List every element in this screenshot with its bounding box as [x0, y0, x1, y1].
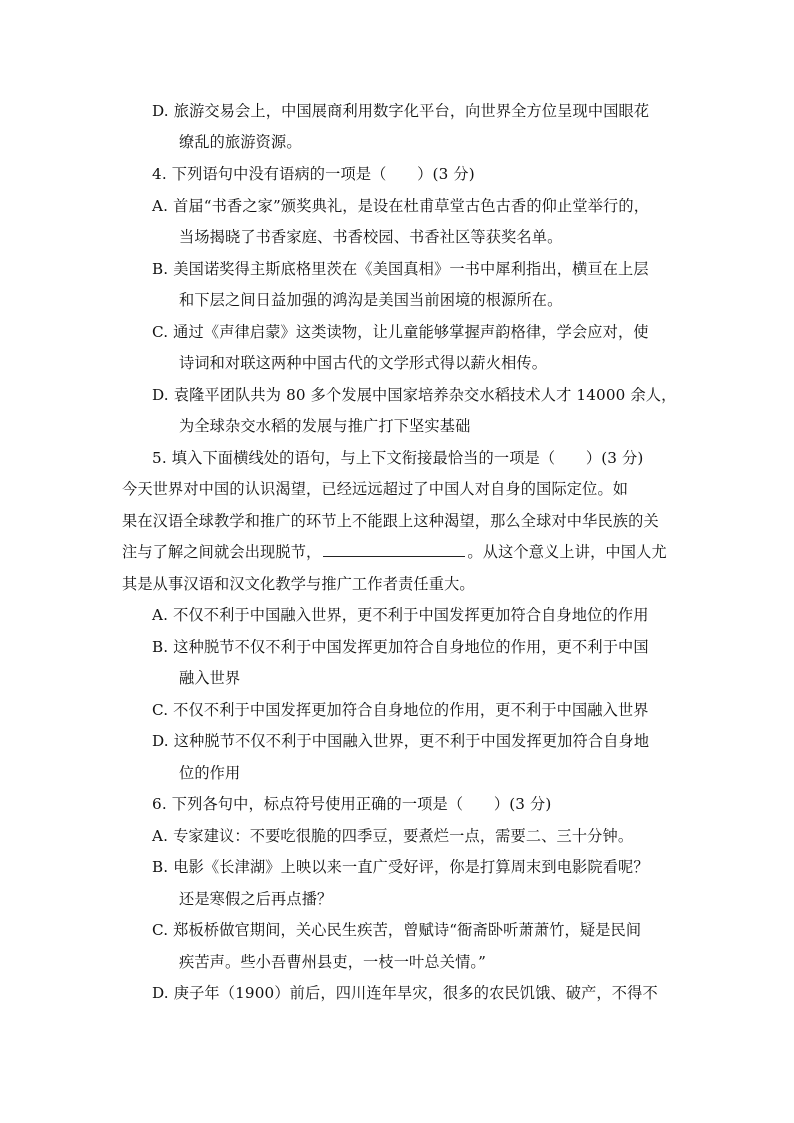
q4-option-b-line1: B. 美国诺奖得主斯底格里茨在《美国真相》一书中犀利指出，横亘在上层: [152, 260, 649, 278]
q5-option-a: A. 不仅不利于中国融入世界，更不利于中国发挥更加符合自身地位的作用: [152, 606, 649, 624]
q4-option-d-line1: D. 袁隆平团队共为 80 多个发展中国家培养杂交水稻技术人才 14000 余人，: [152, 386, 677, 404]
q6-option-b-line2: 还是寒假之后再点播？: [179, 890, 333, 908]
q5-option-d-line1: D. 这种脱节不仅不利于中国融入世界，更不利于中国发挥更加符合自身地: [152, 732, 650, 750]
q5-passage-line3-end: 。从这个意义上讲，中国人尤: [467, 543, 667, 561]
q5-option-c: C. 不仅不利于中国发挥更加符合自身地位的作用，更不利于中国融入世界: [152, 701, 649, 719]
q5-option-b-line2: 融入世界: [179, 669, 241, 687]
q5-passage-line4: 其是从事汉语和汉文化教学与推广工作者责任重大。: [122, 575, 475, 593]
q3-option-d-line1: D. 旅游交易会上，中国展商利用数字化平台，向世界全方位呈现中国眼花: [152, 102, 650, 120]
q5-passage-line2: 果在汉语全球教学和推广的环节上不能跟上这种渴望，那么全球对中华民族的关: [122, 512, 659, 530]
q6-option-c-line1: C. 郑板桥做官期间，关心民生疾苦，曾赋诗“衙斋卧听萧萧竹，疑是民间: [152, 921, 642, 939]
q4-option-b-line2: 和下层之间日益加强的鸿沟是美国当前困境的根源所在。: [179, 291, 563, 309]
q5-passage-line3: [122, 542, 667, 562]
q5-option-d-line2: 位的作用: [179, 764, 241, 782]
q6-option-b-line1: B. 电影《长津湖》上映以来一直广受好评，你是打算周末到电影院看呢？: [152, 858, 649, 876]
question-5-stem: 5. 填入下面横线处的语句，与上下文衔接最恰当的一项是（ ）(3 分): [152, 449, 644, 467]
q3-option-d-line2: 缭乱的旅游资源。: [179, 133, 302, 151]
fill-in-blank: [323, 542, 465, 557]
q5-passage-line3-start: 注与了解之间就会出现脱节，: [122, 543, 322, 561]
q4-option-c-line2: 诗词和对联这两种中国古代的文学形式得以薪火相传。: [179, 354, 548, 372]
q6-option-a: A. 专家建议：不要吃很脆的四季豆，要煮烂一点，需要二、三十分钟。: [152, 827, 634, 845]
question-4-stem: 4. 下列语句中没有语病的一项是（ ）(3 分): [152, 165, 475, 183]
q6-option-c-line2: 疾苦声。些小吾曹州县吏，一枝一叶总关情。”: [179, 953, 487, 971]
q5-passage-line1: 今天世界对中国的认识渴望，已经远远超过了中国人对自身的国际定位。如: [122, 480, 629, 498]
q4-option-c-line1: C. 通过《声律启蒙》这类读物，让儿童能够掌握声韵格律，学会应对，使: [152, 323, 649, 341]
q5-option-b-line1: B. 这种脱节不仅不利于中国发挥更加符合自身地位的作用，更不利于中国: [152, 638, 649, 656]
q4-option-a-line1: A. 首届“书香之家”颁奖典礼，是设在杜甫草堂古色古香的仰止堂举行的，: [152, 197, 650, 215]
q6-option-d-line1: D. 庚子年（1900）前后，四川连年旱灾，很多的农民饥饿、破产，不得不: [152, 984, 658, 1002]
q4-option-d-line2: 为全球杂交水稻的发展与推广打下坚实基础: [179, 417, 471, 435]
q4-option-a-line2: 当场揭晓了书香家庭、书香校园、书香社区等获奖名单。: [179, 228, 563, 246]
question-6-stem: 6. 下列各句中，标点符号使用正确的一项是（ ）(3 分): [152, 795, 552, 813]
